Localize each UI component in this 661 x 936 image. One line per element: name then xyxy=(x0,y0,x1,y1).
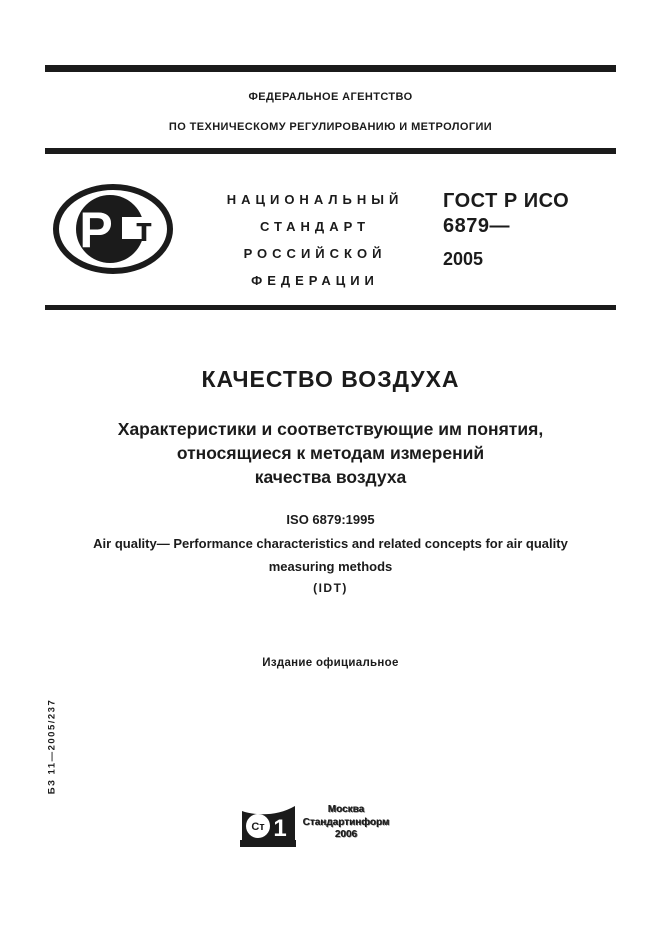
divider-header xyxy=(45,148,616,154)
agency-name-line2: ПО ТЕХНИЧЕСКОМУ РЕГУЛИРОВАНИЮ И МЕТРОЛОГИИ xyxy=(168,121,493,133)
subtitle-line: качества воздуха xyxy=(254,467,407,487)
imprint-city: Москва xyxy=(327,804,365,815)
imprint xyxy=(291,804,401,842)
designation-prefix: ГОСТ Р ИСО xyxy=(443,190,570,212)
side-registration-code: БЗ 11—2005/237 xyxy=(46,698,58,795)
rst-letter-r: Р xyxy=(79,202,113,258)
document-subtitle xyxy=(45,417,616,489)
designation-number: 6879— xyxy=(443,215,510,237)
designation-year: 2005 xyxy=(443,249,484,269)
standard-type-line: РОССИЙСКОЙ xyxy=(243,246,387,261)
rst-certification-mark-icon xyxy=(52,183,174,275)
subtitle-line: Характеристики и соответствующие им понятия, xyxy=(117,419,544,439)
rst-letter-t: т xyxy=(135,211,153,249)
iso-title-line1: Air quality— Performance characteristics and related concepts for air quality xyxy=(93,536,568,551)
standartinform-digit: 1 xyxy=(273,815,287,842)
standard-type-line: ФЕДЕРАЦИИ xyxy=(251,273,379,288)
divider-top xyxy=(45,65,616,72)
standard-type-line: НАЦИОНАЛЬНЫЙ xyxy=(226,192,404,207)
imprint-publisher: Стандартинформ xyxy=(302,816,390,828)
standard-designation xyxy=(443,189,618,272)
iso-reference: ISO 6879:1995 xyxy=(286,512,375,527)
standartinform-logo-icon xyxy=(240,803,297,853)
subtitle-line: относящиеся к методам измерений xyxy=(176,443,485,463)
imprint-year: 2006 xyxy=(334,829,358,840)
standard-type-caption xyxy=(215,186,415,294)
standartinform-monogram: Ст xyxy=(251,821,265,833)
iso-equivalence-degree: (IDT) xyxy=(313,581,348,595)
agency-name-line1: ФЕДЕРАЛЬНОЕ АГЕНТСТВО xyxy=(248,91,413,103)
iso-title-line2: measuring methods xyxy=(268,559,393,574)
standard-type-line: СТАНДАРТ xyxy=(259,219,371,234)
divider-standard-block xyxy=(45,305,616,310)
document-title: КАЧЕСТВО ВОЗДУХА xyxy=(201,366,460,392)
official-edition-note: Издание официальное xyxy=(262,657,399,669)
